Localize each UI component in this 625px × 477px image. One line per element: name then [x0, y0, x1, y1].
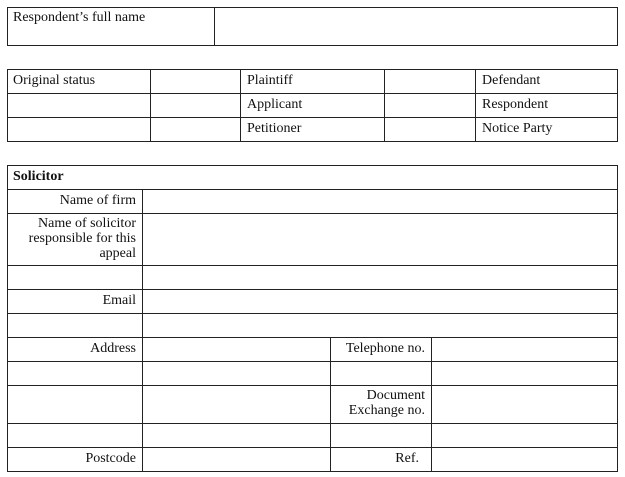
address-label: Address [90, 341, 136, 356]
blank-label-cell [7, 385, 143, 424]
status-blank-cell [7, 117, 151, 142]
status-option-label: Applicant [247, 97, 303, 112]
status-option-label: Petitioner [247, 121, 302, 136]
status-label-cell [7, 69, 151, 94]
dx-label-cell [330, 385, 432, 424]
status-option-defendant [475, 69, 618, 94]
email-label: Email [102, 293, 136, 308]
status-option-label: Respondent [482, 97, 549, 112]
email-label-cell [7, 289, 143, 314]
address-field-line4[interactable] [142, 423, 331, 448]
responsible-solicitor-field-extra[interactable] [142, 265, 618, 290]
status-option-applicant [240, 93, 385, 118]
responsible-solicitor-label-cell [7, 213, 143, 266]
dx-label-line: Document [366, 388, 425, 403]
status-option-label: Defendant [482, 73, 541, 88]
status-option-label: Plaintiff [247, 73, 293, 88]
postcode-label: Postcode [85, 451, 136, 466]
status-checkbox-plaintiff[interactable] [384, 69, 476, 94]
solicitor-section-title: Solicitor [13, 169, 64, 184]
blank-label-cell [7, 423, 143, 448]
telephone-label-cell [330, 337, 432, 362]
responsible-solicitor-label-line: Name of solicitor [38, 216, 136, 231]
status-checkbox-petitioner[interactable] [384, 117, 476, 142]
dx-label-line: Exchange no. [348, 403, 425, 418]
telephone-label: Telephone no. [345, 341, 425, 356]
dx-field[interactable] [431, 385, 618, 424]
responsible-solicitor-field[interactable] [142, 213, 618, 266]
blank-label-cell [7, 361, 143, 386]
responsible-solicitor-label-line: responsible for this [28, 231, 136, 246]
blank-label-cell [330, 361, 432, 386]
postcode-label-cell [7, 447, 143, 472]
respondent-name-label: Respondent’s full name [13, 10, 146, 25]
postcode-field[interactable] [142, 447, 331, 472]
address-field-line2[interactable] [142, 361, 331, 386]
status-option-respondent [475, 93, 618, 118]
status-blank-cell [150, 69, 241, 94]
telephone-field-extra[interactable] [431, 361, 618, 386]
address-field-line3[interactable] [142, 385, 331, 424]
respondent-name-label-cell [7, 7, 215, 46]
status-checkbox-applicant[interactable] [384, 93, 476, 118]
address-field-line1[interactable] [142, 337, 331, 362]
address-label-cell [7, 337, 143, 362]
status-option-plaintiff [240, 69, 385, 94]
status-blank-cell [150, 117, 241, 142]
blank-label-cell [7, 313, 143, 338]
status-label: Original status [13, 73, 96, 88]
firm-name-label: Name of firm [59, 193, 136, 208]
blank-label-cell [330, 423, 432, 448]
firm-name-label-cell [7, 189, 143, 214]
ref-label: Ref. [395, 451, 419, 466]
solicitor-section-header [7, 165, 618, 190]
status-blank-cell [7, 93, 151, 118]
responsible-solicitor-label-line: appeal [99, 246, 136, 261]
email-field-extra[interactable] [142, 313, 618, 338]
email-field[interactable] [142, 289, 618, 314]
status-option-petitioner [240, 117, 385, 142]
respondent-name-field[interactable] [214, 7, 618, 46]
ref-label-cell [330, 447, 432, 472]
telephone-field[interactable] [431, 337, 618, 362]
ref-field[interactable] [431, 447, 618, 472]
status-option-notice-party [475, 117, 618, 142]
firm-name-field[interactable] [142, 189, 618, 214]
status-option-label: Notice Party [482, 121, 553, 136]
blank-label-cell [7, 265, 143, 290]
status-blank-cell [150, 93, 241, 118]
dx-field-extra[interactable] [431, 423, 618, 448]
